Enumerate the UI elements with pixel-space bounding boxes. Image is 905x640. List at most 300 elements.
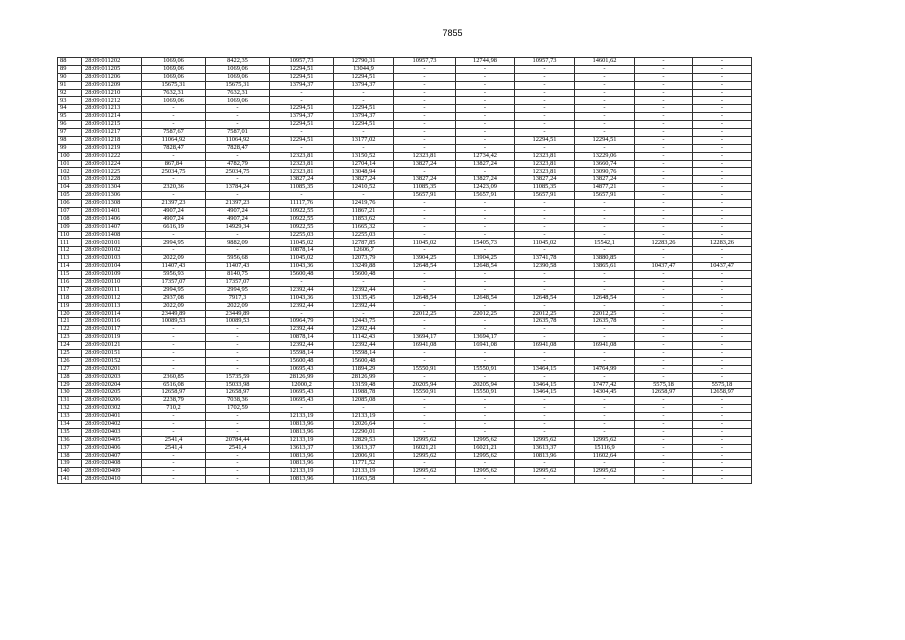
table-cell: 12133,19 [270,468,334,476]
table-cell: - [515,105,575,113]
table-cell: - [693,444,752,452]
table-cell: 28:09:020104 [82,263,142,271]
table-cell: - [515,89,575,97]
table-cell: 2022,09 [206,302,270,310]
table-cell: 1069,06 [206,73,270,81]
table-cell: 21397,23 [206,200,270,208]
table-cell: - [142,152,206,160]
table-cell: 12392,44 [270,302,334,310]
table-cell: - [635,278,693,286]
table-cell: 12294,51 [334,73,394,81]
table-cell: - [693,168,752,176]
table-cell: 13135,45 [334,294,394,302]
table-cell: 13794,37 [334,81,394,89]
table-cell: 12635,78 [575,318,635,326]
table-cell: 129 [58,381,82,389]
table-cell: - [635,247,693,255]
table-cell: 4907,24 [142,215,206,223]
table-cell: 2994,95 [206,286,270,294]
table-cell: 28:09:020206 [82,397,142,405]
table-cell: - [575,271,635,279]
table-cell: - [635,405,693,413]
table-cell: - [575,397,635,405]
table-cell: 12133,19 [270,413,334,421]
table-cell: - [693,310,752,318]
table-cell: - [635,192,693,200]
table-cell: - [693,318,752,326]
table-cell: 867,84 [142,160,206,168]
table-cell: - [635,176,693,184]
table-cell: 28:09:011225 [82,168,142,176]
table-cell: - [206,326,270,334]
table-row [58,310,752,318]
table-cell: 10922,55 [270,223,334,231]
table-cell: 12995,62 [575,436,635,444]
table-cell: - [515,476,575,484]
table-cell: 11663,58 [334,476,394,484]
table-cell: - [693,105,752,113]
table-cell: - [270,97,334,105]
table-cell: - [394,113,456,121]
table-row [58,349,752,357]
table-cell: - [635,97,693,105]
table-cell: - [693,349,752,357]
table-row [58,231,752,239]
table-cell: 28:09:011212 [82,97,142,105]
table-cell: 22012,25 [515,310,575,318]
table-cell: 10964,79 [270,318,334,326]
table-cell: 15405,73 [456,239,515,247]
table-cell: 28:09:020401 [82,413,142,421]
table-cell: 20205,94 [394,381,456,389]
table-cell: - [635,349,693,357]
table-cell: 12294,51 [270,105,334,113]
table-cell: - [575,215,635,223]
table-cell: 28:09:011308 [82,200,142,208]
table-cell: - [142,349,206,357]
table-cell: - [456,349,515,357]
table-cell: 13794,37 [334,113,394,121]
table-cell: - [693,334,752,342]
table-cell: 131 [58,397,82,405]
table-cell: 28:09:020406 [82,444,142,452]
table-cell: - [635,255,693,263]
table-cell: 12323,81 [515,152,575,160]
table-cell: 12995,62 [394,436,456,444]
table-cell: 11085,35 [394,184,456,192]
table-cell: 88 [58,58,82,66]
table-cell: 12283,26 [693,239,752,247]
table-cell: - [456,121,515,129]
table-cell: 115 [58,271,82,279]
table-cell: - [334,405,394,413]
table-cell: - [142,357,206,365]
table-cell: 11045,02 [515,239,575,247]
table-cell: - [693,342,752,350]
table-cell: 13090,76 [575,168,635,176]
table-cell: 12255,03 [270,231,334,239]
table-cell: - [142,105,206,113]
table-cell: - [456,231,515,239]
table-cell: 108 [58,215,82,223]
table-cell: 4782,79 [206,160,270,168]
table-cell: 13694,17 [456,334,515,342]
table-cell: 12995,62 [394,452,456,460]
table-cell: 7632,31 [206,89,270,97]
table-cell: 12392,44 [334,286,394,294]
table-cell: - [575,89,635,97]
table-cell: 28:09:020109 [82,271,142,279]
table-cell: 137 [58,444,82,452]
table-cell: 28126,99 [334,373,394,381]
table-cell: - [515,413,575,421]
table-cell: - [693,97,752,105]
table-cell: - [515,326,575,334]
table-cell: - [142,113,206,121]
table-cell: 11064,92 [206,136,270,144]
table-cell: - [206,231,270,239]
table-cell: 2541,4 [142,436,206,444]
table-cell: 12648,54 [456,263,515,271]
table-cell: - [575,420,635,428]
table-cell: 25034,75 [142,168,206,176]
table-cell: 11043,36 [270,294,334,302]
table-cell: 1069,06 [142,58,206,66]
table-cell: - [635,286,693,294]
table-cell: 99 [58,144,82,152]
table-cell: 12323,81 [394,152,456,160]
table-cell: - [456,81,515,89]
table-cell: 11045,02 [270,255,334,263]
table-cell: - [575,97,635,105]
table-cell: 1069,06 [142,65,206,73]
table-cell: - [635,413,693,421]
table-row [58,223,752,231]
table-cell: - [693,223,752,231]
table-cell: - [142,231,206,239]
table-cell: 15675,31 [206,81,270,89]
table-cell: - [142,326,206,334]
table-cell: 10957,73 [394,58,456,66]
table-cell: - [334,192,394,200]
table-cell: 12995,62 [394,468,456,476]
table-cell: 28:09:011406 [82,215,142,223]
table-cell: 1069,06 [206,65,270,73]
table-cell: - [575,476,635,484]
table-cell: - [515,129,575,137]
table-cell: - [693,215,752,223]
table-cell: - [693,121,752,129]
table-row [58,144,752,152]
table-cell: - [693,278,752,286]
table-cell: 13694,17 [394,334,456,342]
table-cell: 12294,51 [575,136,635,144]
table-row [58,136,752,144]
table-cell: 100 [58,152,82,160]
table-row [58,326,752,334]
table-row [58,405,752,413]
table-cell: - [693,271,752,279]
table-cell: - [693,207,752,215]
table-cell: 14877,21 [575,184,635,192]
table-cell: - [456,73,515,81]
table-cell: - [394,349,456,357]
table-cell: - [206,176,270,184]
table-cell: - [515,73,575,81]
table-cell: 5575,18 [635,381,693,389]
table-cell: 12392,44 [334,326,394,334]
table-cell: - [270,278,334,286]
table-cell: 94 [58,105,82,113]
table-cell: 12323,81 [515,160,575,168]
table-cell: 22012,25 [394,310,456,318]
table-cell: 11117,76 [270,200,334,208]
table-cell: - [270,405,334,413]
table-cell: 25034,75 [206,168,270,176]
table-cell: 10922,55 [270,207,334,215]
table-cell: 15550,91 [394,389,456,397]
table-cell: 2022,09 [142,255,206,263]
table-cell: - [575,65,635,73]
table-cell: - [394,476,456,484]
table-cell: - [456,420,515,428]
table-cell: - [206,192,270,200]
table-cell: 28:09:020119 [82,334,142,342]
table-cell: - [693,373,752,381]
table-cell: 12423,09 [456,184,515,192]
table-row [58,271,752,279]
table-cell: - [394,460,456,468]
table-cell: 11665,32 [334,223,394,231]
table-cell: 114 [58,263,82,271]
table-cell: 12995,62 [575,468,635,476]
table-cell: - [693,65,752,73]
table-cell: 12392,44 [270,342,334,350]
table-cell: - [206,357,270,365]
table-cell: 28:09:011306 [82,192,142,200]
table-cell: 11407,43 [142,263,206,271]
table-cell: - [334,310,394,318]
table-row [58,413,752,421]
table-cell: 12294,51 [334,105,394,113]
table-cell: - [394,105,456,113]
table-cell: - [635,294,693,302]
table-cell: - [456,65,515,73]
table-cell: 28:09:020121 [82,342,142,350]
table-cell: 710,2 [142,405,206,413]
table-cell: 122 [58,326,82,334]
table-cell: - [394,373,456,381]
table-cell: - [575,231,635,239]
table-cell: 13159,48 [334,381,394,389]
table-row [58,357,752,365]
table-cell: 12606,7 [334,247,394,255]
table-cell: - [456,405,515,413]
table-cell: 132 [58,405,82,413]
table-cell: 12410,52 [334,184,394,192]
table-cell: 10957,73 [515,58,575,66]
table-cell: 13904,25 [394,255,456,263]
table-cell: - [206,476,270,484]
table-cell: 15657,91 [394,192,456,200]
table-cell: - [206,152,270,160]
table-cell: 13249,88 [334,263,394,271]
table-cell: 12323,81 [270,168,334,176]
table-cell: - [693,192,752,200]
table-cell: - [635,476,693,484]
table-cell: 28:09:020114 [82,310,142,318]
table-cell: 2360,85 [142,373,206,381]
table-cell: 2994,95 [142,239,206,247]
table-cell: 20205,94 [456,381,515,389]
table-cell: - [635,129,693,137]
table-cell: 21397,23 [142,200,206,208]
table-cell: - [456,373,515,381]
table-cell: - [575,223,635,231]
table-cell: - [456,97,515,105]
table-cell: - [693,144,752,152]
table-cell: 12648,54 [394,263,456,271]
table-cell: - [515,200,575,208]
table-cell: 17357,07 [206,278,270,286]
table-cell: 1069,06 [142,73,206,81]
table-cell: 104 [58,184,82,192]
table-row [58,460,752,468]
table-cell: - [206,349,270,357]
table-cell: - [394,73,456,81]
table-cell: 28:09:020110 [82,278,142,286]
table-cell: - [515,231,575,239]
table-cell: - [394,247,456,255]
table-cell: - [394,215,456,223]
table-cell: - [515,420,575,428]
table-cell: 12995,62 [515,468,575,476]
table-cell: 28:09:011219 [82,144,142,152]
table-cell: - [456,215,515,223]
table-row [58,105,752,113]
table-cell: - [206,365,270,373]
table-cell: 105 [58,192,82,200]
table-cell: 13794,37 [270,113,334,121]
table-cell: - [575,144,635,152]
table-cell: 12995,62 [456,452,515,460]
table-cell: 12787,85 [334,239,394,247]
table-cell: 7632,31 [142,89,206,97]
table-cell: - [142,452,206,460]
table-cell: - [456,136,515,144]
table-cell: - [456,129,515,137]
table-row [58,444,752,452]
table-cell: 12658,97 [693,389,752,397]
table-cell: - [394,207,456,215]
table-cell: - [394,223,456,231]
table-cell: - [515,215,575,223]
table-cell: - [142,176,206,184]
table-cell: 93 [58,97,82,105]
table-cell: 1069,06 [142,97,206,105]
table-cell: - [270,129,334,137]
table-cell: - [206,460,270,468]
table-cell: 13904,25 [456,255,515,263]
table-cell: 13827,24 [575,176,635,184]
table-cell: - [456,326,515,334]
table-cell: - [635,160,693,168]
table-cell: - [575,349,635,357]
table-cell: 15675,31 [142,81,206,89]
table-cell: 12390,58 [515,263,575,271]
table-cell: 138 [58,452,82,460]
table-cell: 8422,35 [206,58,270,66]
table-cell: - [693,302,752,310]
table-cell: - [515,428,575,436]
table-cell: 13741,78 [515,255,575,263]
table-cell: 28:09:020403 [82,428,142,436]
table-cell: - [142,460,206,468]
table-cell: - [334,97,394,105]
table-cell: - [635,121,693,129]
table-cell: 10089,53 [142,318,206,326]
table-cell: - [575,121,635,129]
table-cell: 13613,37 [334,444,394,452]
table-cell: - [394,200,456,208]
table-cell: 28:09:011209 [82,81,142,89]
table-row [58,200,752,208]
table-cell: 10813,96 [270,476,334,484]
table-row [58,89,752,97]
table-cell: 98 [58,136,82,144]
table-cell: - [515,97,575,105]
table-cell: 28:09:020151 [82,349,142,357]
table-row [58,302,752,310]
table-cell: - [394,397,456,405]
table-cell: 7828,47 [142,144,206,152]
table-cell: - [394,144,456,152]
table-cell: 28:09:011210 [82,89,142,97]
table-cell: - [693,113,752,121]
table-cell: 15657,91 [456,192,515,200]
table-cell: 23449,89 [206,310,270,318]
table-cell: - [456,271,515,279]
table-cell: 28:09:020402 [82,420,142,428]
table-cell: - [394,89,456,97]
table-cell: - [456,428,515,436]
table-cell: 28:09:020117 [82,326,142,334]
table-cell: - [334,129,394,137]
table-cell: 12073,79 [334,255,394,263]
table-cell: 12133,19 [270,436,334,444]
table-cell: - [693,452,752,460]
table-cell: 140 [58,468,82,476]
table-cell: - [635,365,693,373]
table-cell: - [635,326,693,334]
table-cell: - [456,113,515,121]
table-cell: - [206,428,270,436]
table-cell: - [206,342,270,350]
table-cell: 10437,47 [635,263,693,271]
table-cell: 13827,24 [456,176,515,184]
table-cell: 11064,92 [142,136,206,144]
table-cell: 13827,24 [270,176,334,184]
table-cell: - [693,176,752,184]
table-cell: 125 [58,349,82,357]
table-cell: 95 [58,113,82,121]
table-cell: 12294,51 [270,73,334,81]
table-cell: 12323,81 [270,152,334,160]
table-cell: - [394,286,456,294]
table-cell: 11085,35 [515,184,575,192]
table-cell: - [693,89,752,97]
table-cell: 92 [58,89,82,97]
